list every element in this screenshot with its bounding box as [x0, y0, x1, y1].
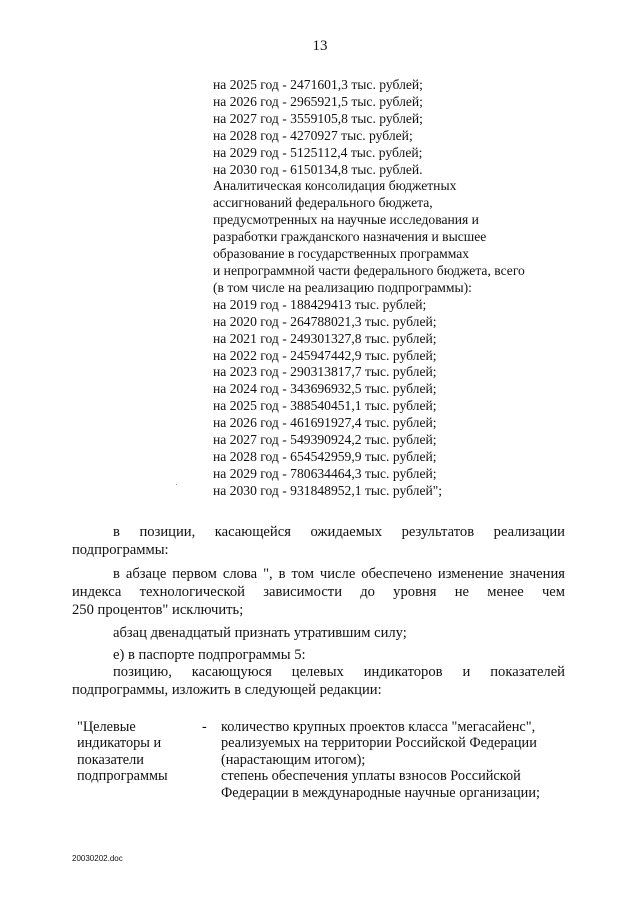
position-paragraph-line-2: подпрограммы, изложить в следующей редакции:	[72, 682, 382, 698]
scan-speck	[176, 484, 177, 485]
funding-line: предусмотренных на научные исследования и	[213, 212, 479, 228]
funding-line: и непрограммной части федерального бюджета, всего	[213, 262, 525, 278]
funding-line: на 2028 год - 4270927 тыс. рублей;	[213, 127, 413, 143]
funding-line: на 2020 год - 264788021,3 тыс. рублей;	[213, 313, 437, 329]
funding-line: на 2027 год - 549390924,2 тыс. рублей;	[213, 432, 437, 448]
first-abzac-line-2: индекса технологической зависимости до уровня не менее чем	[72, 584, 565, 600]
page-number: 13	[312, 38, 328, 54]
funding-line: на 2028 год - 654542959,9 тыс. рублей;	[213, 448, 437, 464]
funding-line: на 2019 год - 188429413 тыс. рублей;	[213, 296, 427, 312]
funding-line: образование в государственных программах	[213, 246, 470, 262]
funding-block	[213, 77, 543, 500]
passport-paragraph: е) в паспорте подпрограммы 5:	[113, 647, 306, 663]
table-right-line: количество крупных проектов класса "мегасайенс",	[221, 719, 536, 735]
funding-line: (в том числе на реализацию подпрограммы):	[213, 279, 472, 295]
funding-line: на 2024 год - 343696932,5 тыс. рублей;	[213, 381, 437, 397]
table-left-column	[77, 719, 197, 785]
table-left-line: "Целевые	[77, 719, 136, 735]
table-right-line: Федерации в международные научные организации;	[221, 784, 540, 801]
first-abzac-line-3: 250 процентов" исключить;	[72, 602, 244, 618]
funding-line: ассигнований федерального бюджета,	[213, 195, 433, 211]
table-left-line: подпрограммы	[77, 768, 168, 785]
funding-line: на 2026 год - 2965921,5 тыс. рублей;	[213, 93, 423, 109]
funding-line: на 2027 год - 3559105,8 тыс. рублей;	[213, 110, 423, 126]
funding-line: на 2030 год - 6150134,8 тыс. рублей.	[213, 161, 423, 177]
document-filename: 20030202.doc	[72, 854, 123, 863]
funding-line: на 2029 год - 780634464,3 тыс. рублей;	[213, 465, 437, 481]
funding-line: на 2021 год - 249301327,8 тыс. рублей;	[213, 330, 437, 346]
funding-line: на 2030 год - 931848952,1 тыс. рублей";	[213, 482, 443, 498]
results-paragraph-line-1: в позиции, касающейся ожидаемых результатов реализации	[113, 524, 565, 540]
results-paragraph-line-2: подпрограммы:	[72, 542, 169, 558]
funding-line: на 2025 год - 2471601,3 тыс. рублей;	[213, 77, 423, 92]
first-abzac-line-1: в абзаце первом слова ", в том числе обеспечено изменение значения	[113, 566, 565, 582]
table-right-line: реализуемых на территории Российской Федерации	[221, 735, 537, 752]
twelfth-abzac-paragraph: абзац двенадцатый признать утратившим силу;	[113, 625, 407, 641]
table-right-column	[221, 719, 566, 801]
funding-line: на 2029 год - 5125112,4 тыс. рублей;	[213, 144, 423, 160]
table-right-line: степень обеспечения уплаты взносов Российской	[221, 768, 521, 785]
funding-line: на 2022 год - 245947442,9 тыс. рублей;	[213, 347, 437, 363]
table-left-line: показатели	[77, 751, 144, 768]
position-paragraph-line-1: позицию, касающуюся целевых индикаторов и показателей	[113, 664, 565, 680]
funding-line: на 2023 год - 290313817,7 тыс. рублей;	[213, 364, 437, 380]
funding-line: разработки гражданского назначения и высшее	[213, 229, 487, 245]
table-left-line: индикаторы и	[77, 735, 162, 752]
table-right-line: (нарастающим итогом);	[221, 751, 366, 768]
funding-line: на 2025 год - 388540451,1 тыс. рублей;	[213, 398, 437, 414]
funding-line: на 2026 год - 461691927,4 тыс. рублей;	[213, 415, 437, 431]
table-dash: -	[202, 719, 207, 735]
funding-line: Аналитическая консолидация бюджетных	[213, 178, 457, 194]
